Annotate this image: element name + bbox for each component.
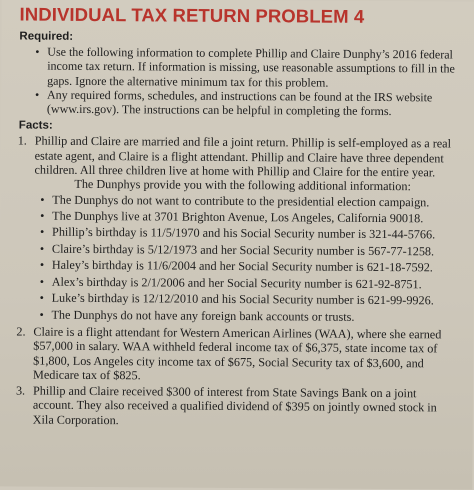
detail-item: • Claire’s birthday is 5/12/1973 and her Social Security number is 567-77-1258. xyxy=(40,241,460,260)
detail-item: • The Dunphys do not want to contribute to the presidential election campaign. xyxy=(40,191,460,210)
detail-item: • Phillip’s birthday is 11/5/1970 and his Social Security number is 321-44-5766. xyxy=(40,224,460,243)
problem-title: INDIVIDUAL TAX RETURN PROBLEM 4 xyxy=(19,3,365,27)
fact-number: 2. xyxy=(16,324,26,339)
detail-item: • The Dunphys live at 3701 Brighton Avenue, Los Angeles, California 90018. xyxy=(40,208,460,227)
fact-number: 1. xyxy=(17,133,27,149)
detail-list xyxy=(33,191,460,325)
fact-text: Phillip and Claire received $300 of interest from State Savings Bank on a joint account. They also received a qualified dividend of $395 on jointly owned stock in Xila Corporation. xyxy=(32,383,437,427)
facts-list xyxy=(13,134,461,430)
fact-intro: The Dunphys provide you with the following additional information: xyxy=(74,177,411,194)
required-item: • Use the following information to complete Phillip and Claire Dunphy’s 2016 federal income tax return. If information is missing, use reasonable assumptions to fill in the gaps. Ignore the alternative minimum tax for this problem. xyxy=(35,45,461,91)
required-item: • Any required forms, schedules, and instructions can be found at the IRS website (www.irs.gov). The instructions can be helpful in completing the forms. xyxy=(35,87,461,119)
fact-number: 3. xyxy=(15,383,26,398)
detail-item: • Luke’s birthday is 12/12/2010 and his Social Security number is 621-99-9926. xyxy=(40,290,460,309)
detail-item: • Haley’s birthday is 11/6/2004 and her Social Security number is 621-18-7592. xyxy=(40,257,460,276)
fact-text: Phillip and Claire are married and file a joint return. Phillip is self-employed as a real estate agent, and Claire is a flight attendant. Phillip and Claire have three dependent children. All three children live at home with Phillip and Claire for the entire year. xyxy=(34,134,452,180)
detail-item: • Alex’s birthday is 2/1/2006 and her Social Security number is 621-92-8751. xyxy=(40,273,460,292)
fact-item xyxy=(13,384,459,430)
required-list xyxy=(15,44,461,119)
facts-heading: Facts: xyxy=(18,119,53,133)
fact-item xyxy=(13,134,460,326)
required-heading: Required: xyxy=(19,30,74,43)
detail-item: • The Dunphys do not have any foreign bank accounts or trusts. xyxy=(39,306,459,325)
fact-item xyxy=(13,324,459,384)
fact-text: Claire is a flight attendant for Western American Airlines (WAA), where she earned $57,000 in salary. WAA withheld federal income tax of $6,375, state income tax of $1,800, Los Angeles city income tax of $675, Social Security tax of $3,600, and Medicare tax of $825. xyxy=(33,324,442,383)
